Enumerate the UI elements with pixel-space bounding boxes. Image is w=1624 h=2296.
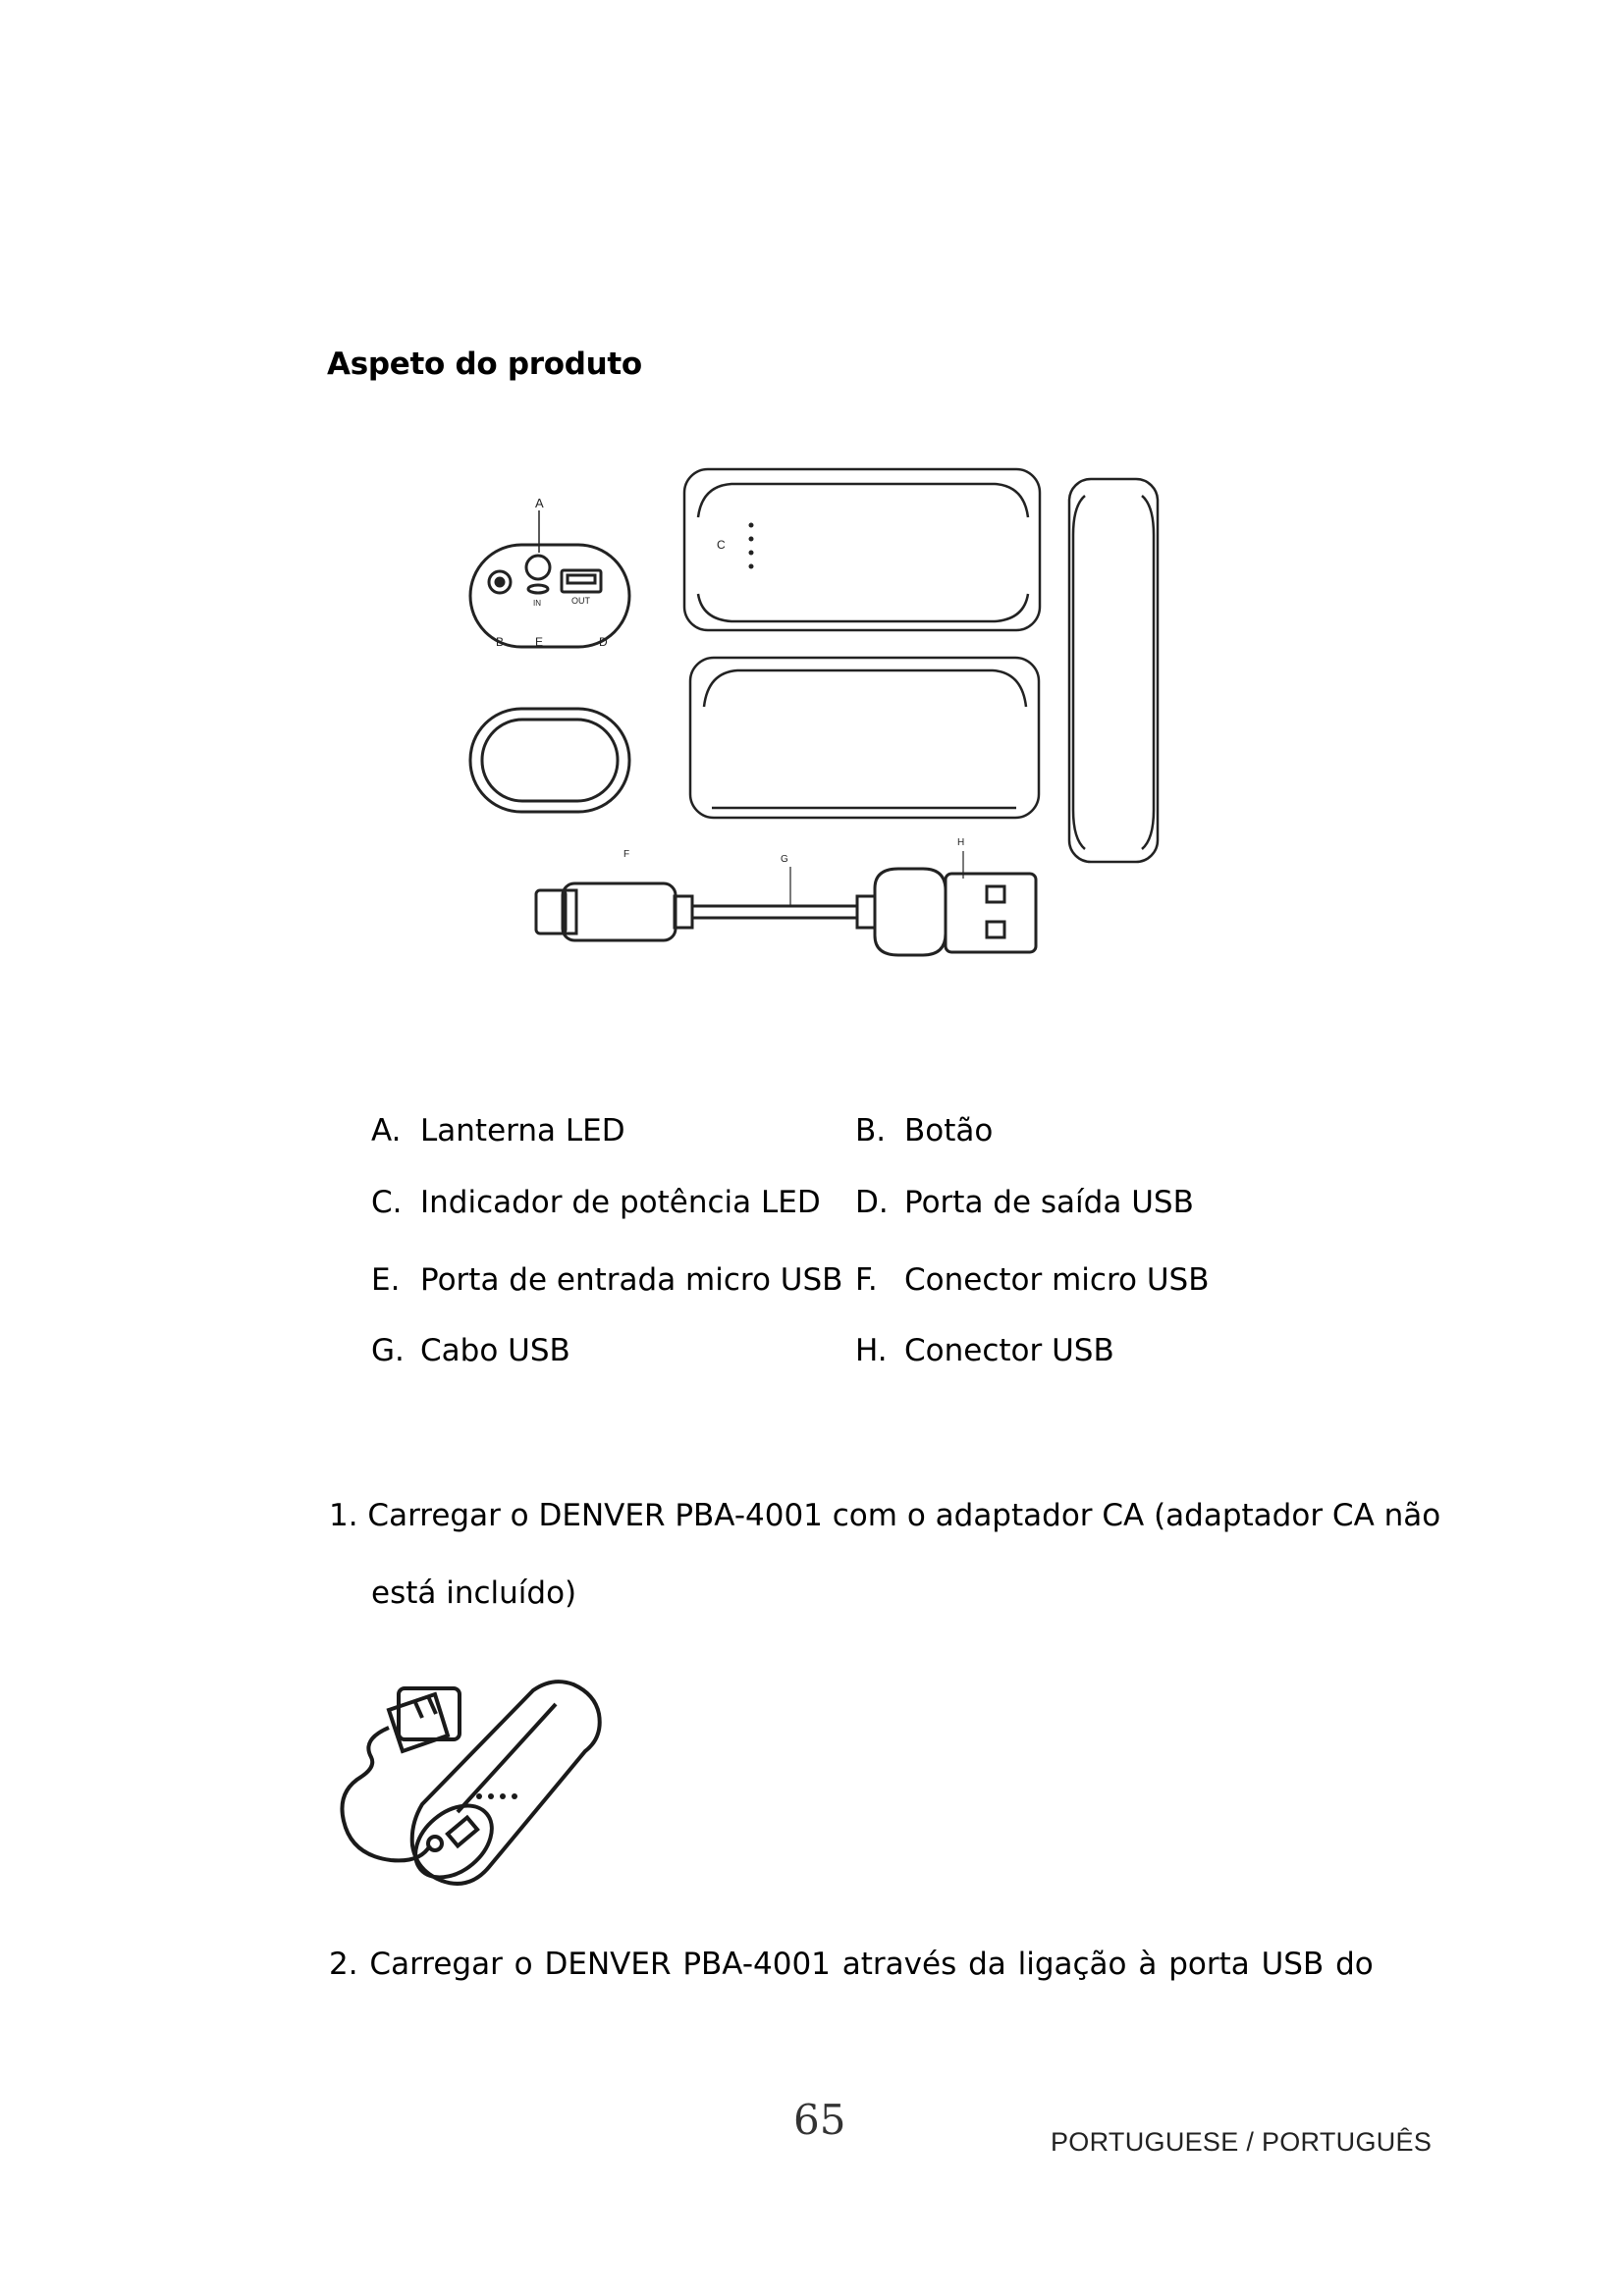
label-g: G	[781, 854, 788, 865]
label-e: E	[535, 635, 544, 649]
step-1-line-2: está incluído)	[371, 1575, 577, 1611]
step-2-line-1: 2. Carregar o DENVER PBA-4001 através da ligação à porta USB do	[329, 1947, 1374, 1982]
step-1-line-1: 1. Carregar o DENVER PBA-4001 com o adaptador CA (adaptador CA não	[329, 1498, 1441, 1533]
usb-cable	[536, 869, 1036, 955]
product-diagram	[457, 437, 1213, 1016]
legend-item-g: G. Cabo USB	[371, 1333, 570, 1368]
legend-item-h: H. Conector USB	[855, 1333, 1114, 1368]
end-cap-view	[470, 709, 629, 812]
side-view	[1069, 479, 1158, 862]
legend-item-c: C. Indicador de potência LED	[371, 1185, 821, 1220]
charging-illustration	[332, 1649, 646, 1914]
label-b: B	[496, 635, 505, 649]
end-view	[470, 545, 629, 647]
label-d: D	[599, 635, 608, 649]
footer-language: PORTUGUESE / PORTUGUÊS	[1051, 2127, 1433, 2157]
bottom-view	[690, 658, 1039, 818]
label-a: A	[535, 496, 544, 510]
label-c: C	[717, 538, 726, 552]
legend-item-e: E. Porta de entrada micro USB	[371, 1262, 843, 1298]
label-out: OUT	[571, 596, 590, 606]
legend-item-d: D. Porta de saída USB	[855, 1185, 1194, 1220]
label-in: IN	[533, 599, 541, 608]
section-title: Aspeto do produto	[327, 347, 642, 382]
legend-item-a: A. Lanterna LED	[371, 1113, 625, 1148]
label-f: F	[623, 849, 630, 860]
page-number: 65	[793, 2096, 846, 2144]
legend-item-f: F. Conector micro USB	[855, 1262, 1210, 1298]
front-view	[684, 469, 1040, 630]
legend-item-b: B. Botão	[855, 1113, 994, 1148]
label-h: H	[957, 837, 965, 848]
